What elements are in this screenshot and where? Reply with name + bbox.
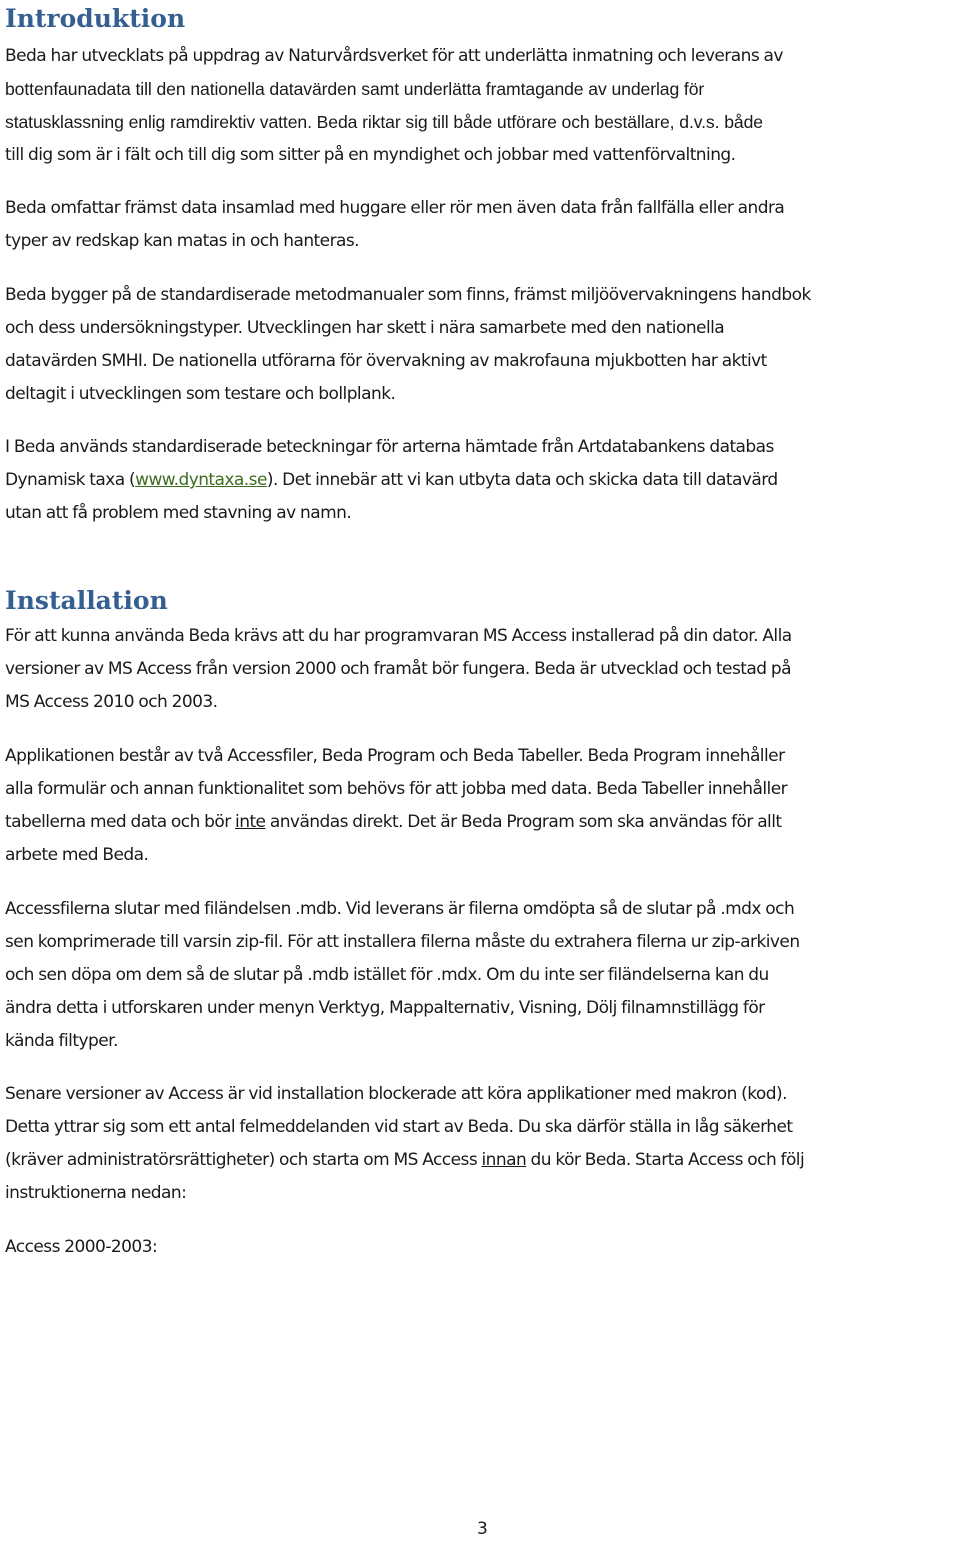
text-line: arbete med Beda. bbox=[5, 845, 149, 865]
text-line-part: du kör Beda. Starta Access och följ bbox=[526, 1150, 805, 1170]
text-line bbox=[5, 1144, 960, 1177]
text-line: Senare versioner av Access är vid installation blockerade att köra applikationer med makron (kod). bbox=[5, 1084, 787, 1104]
heading-introduktion: Introduktion bbox=[5, 4, 186, 33]
text-line: Beda bygger på de standardiserade metodmanualer som finns, främst miljöövervakningens handbok bbox=[5, 285, 811, 305]
text-line-part: tabellerna med data och bör bbox=[5, 812, 236, 832]
underlined-word: inte bbox=[235, 812, 266, 832]
install-paragraph-1 bbox=[5, 620, 960, 719]
text-line: typer av redskap kan matas in och hanteras. bbox=[5, 231, 360, 251]
text-line: och dess undersökningstyper. Utvecklingen har skett i nära samarbete med den nationella bbox=[5, 318, 725, 338]
underlined-word: innan bbox=[481, 1150, 527, 1170]
install-paragraph-2 bbox=[5, 740, 960, 872]
text-line: datavärden SMHI. De nationella utförarna för övervakning av makrofauna mjukbotten har aktivt bbox=[5, 351, 767, 371]
intro-paragraph-2 bbox=[5, 192, 960, 258]
intro-paragraph-1 bbox=[5, 40, 960, 172]
text-line-part: statusklassning enlig ramdirektiv vatten. Beda riktar sig till både utförare och beställare, d.v.s. bbox=[5, 112, 720, 132]
install-paragraph-4 bbox=[5, 1078, 960, 1210]
text-line: bottenfaunadata till den nationella datavärden samt underlätta framtagande av underlag för bbox=[5, 79, 705, 99]
text-line-part: Dynamisk taxa ( bbox=[5, 470, 136, 490]
text-line: Access 2000-2003: bbox=[5, 1237, 158, 1257]
text-line: Detta yttrar sig som ett antal felmeddelanden vid start av Beda. Du ska därför ställa in låg säkerhet bbox=[5, 1117, 793, 1137]
text-line bbox=[5, 464, 960, 497]
text-line: alla formulär och annan funktionalitet som behövs för att jobba med data. Beda Tabeller innehåller bbox=[5, 779, 788, 799]
text-line: För att kunna använda Beda krävs att du har programvaran MS Access installerad på din dator. Alla bbox=[5, 626, 792, 646]
text-line: instruktionerna nedan: bbox=[5, 1183, 187, 1203]
text-line: och sen döpa om dem så de slutar på .mdb istället för .mdx. Om du inte ser filändelserna kan du bbox=[5, 965, 769, 985]
text-line: deltagit i utvecklingen som testare och bollplank. bbox=[5, 384, 396, 404]
intro-paragraph-3 bbox=[5, 279, 960, 411]
dyntaxa-link[interactable]: www.dyntaxa.se bbox=[135, 470, 267, 490]
text-line-part: (kräver administratörsrättigheter) och starta om MS Access bbox=[5, 1150, 482, 1170]
text-line: sen komprimerade till varsin zip-fil. För att installera filerna måste du extrahera filerna ur zip-arkiven bbox=[5, 932, 800, 952]
page-number: 3 bbox=[477, 1519, 488, 1539]
install-paragraph-5 bbox=[5, 1231, 960, 1264]
text-line: I Beda används standardiserade beteckningar för arterna hämtade från Artdatabankens databas bbox=[5, 437, 774, 457]
text-line: Applikationen består av två Accessfiler, Beda Program och Beda Tabeller. Beda Program innehåller bbox=[5, 746, 785, 766]
install-paragraph-3 bbox=[5, 893, 960, 1058]
text-line-part: ). Det innebär att vi kan utbyta data och skicka data till datavärd bbox=[266, 470, 778, 490]
text-line: utan att få problem med stavning av namn. bbox=[5, 503, 352, 523]
text-line-part: användas direkt. Det är Beda Program som ska användas för allt bbox=[265, 812, 782, 832]
text-line: Beda omfattar främst data insamlad med huggare eller rör men även data från fallfälla eller andra bbox=[5, 198, 785, 218]
text-line: Beda har utvecklats på uppdrag av Naturvårdsverket för att underlätta inmatning och leverans av bbox=[5, 46, 783, 66]
text-line-part: både bbox=[719, 112, 763, 132]
text-line: Accessfilerna slutar med filändelsen .mdb. Vid leverans är filerna omdöpta så de slutar på .mdx och bbox=[5, 899, 795, 919]
text-line bbox=[5, 806, 960, 839]
text-line: ändra detta i utforskaren under menyn Verktyg, Mappalternativ, Visning, Dölj filnamnstillägg för bbox=[5, 998, 765, 1018]
text-line: MS Access 2010 och 2003. bbox=[5, 692, 218, 712]
intro-paragraph-4 bbox=[5, 431, 960, 530]
heading-installation: Installation bbox=[5, 586, 168, 615]
text-line bbox=[5, 106, 960, 139]
text-line: till dig som är i fält och till dig som sitter på en myndighet och jobbar med vattenförvaltning. bbox=[5, 145, 736, 165]
text-line: versioner av MS Access från version 2000 och framåt bör fungera. Beda är utvecklad och testad på bbox=[5, 659, 791, 679]
text-line: kända filtyper. bbox=[5, 1031, 118, 1051]
